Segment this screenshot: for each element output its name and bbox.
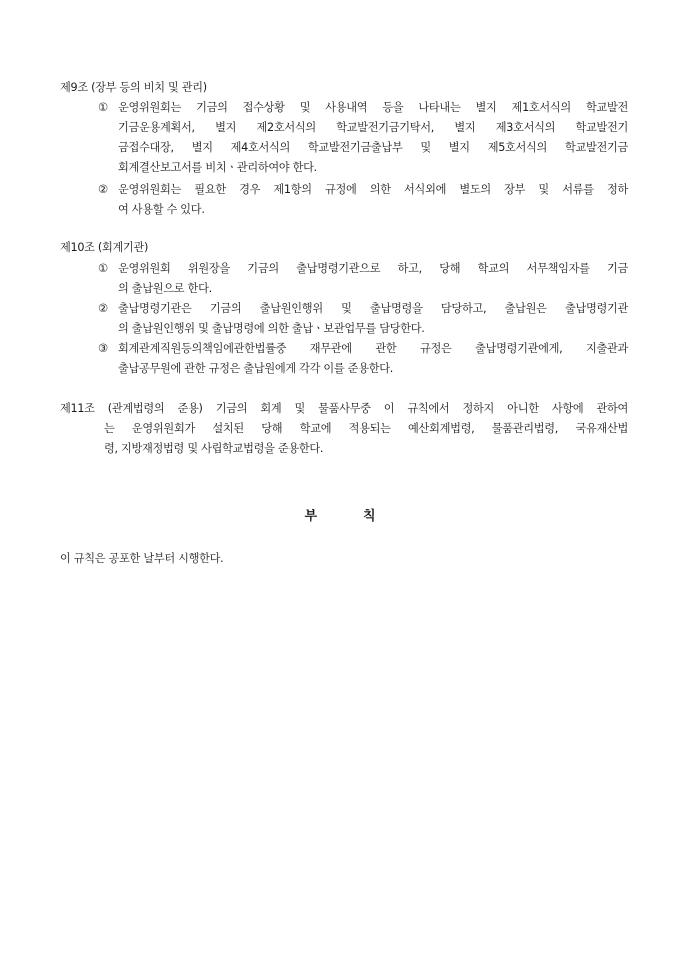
supplementary-title — [0, 505, 680, 524]
text-line: 기금운용계획서, 별지 제2호서식의 학교발전기금기탁서, 별지 제3호서식의 학교발전기 — [118, 121, 628, 134]
supplementary-title-left: 부 — [304, 509, 317, 524]
article-10-title: 제10조 (회계기관) — [60, 241, 149, 254]
article-9-item-2 — [98, 180, 628, 220]
article-10-item-1 — [98, 259, 628, 299]
text-line: 출납공무원에 관한 규정은 출납원에게 각각 이를 준용한다. — [118, 362, 393, 375]
article-10-item-3 — [98, 339, 628, 379]
article-11 — [60, 399, 628, 459]
text-line: 운영위원회 위원장을 기금의 출납명령기관으로 하고, 당해 학교의 서무책임자를 기금 — [118, 262, 628, 275]
text-line: 회계관계직원등의책임에관한법률중 재무관에 관한 규정은 출납명령기관에게, 지출관과 — [118, 342, 628, 355]
item-number: ① — [98, 101, 108, 114]
supplementary-text: 이 규칙은 공포한 날부터 시행한다. — [60, 552, 224, 565]
text-line: 운영위원회는 필요한 경우 제1항의 규정에 의한 서식외에 별도의 장부 및 서류를 정하 — [118, 183, 628, 196]
item-number: ③ — [98, 342, 108, 355]
article-9-item-1 — [98, 98, 628, 178]
article-9-title: 제9조 (장부 등의 비치 및 관리) — [60, 81, 207, 94]
text-line: 의 출납원으로 한다. — [118, 282, 212, 295]
article-10-item-2 — [98, 299, 628, 339]
text-line: 는 운영위원회가 설치된 당해 학교에 적용되는 예산회계법령, 물품관리법령, 국유재산법 — [104, 422, 628, 435]
text-line: 령, 지방재정법령 및 사립학교법령을 준용한다. — [104, 442, 324, 455]
text-line: 운영위원회는 기금의 접수상황 및 사용내역 등을 나타내는 별지 제1호서식의 학교발전 — [118, 101, 628, 114]
item-number: ① — [98, 262, 108, 275]
text-line: 출납명령기관은 기금의 출납원인행위 및 출납명령을 담당하고, 출납원은 출납명령기관 — [118, 302, 628, 315]
text-line: 여 사용할 수 있다. — [118, 203, 205, 216]
text-line: 회계결산보고서를 비치ㆍ관리하여야 한다. — [118, 161, 317, 174]
item-number: ② — [98, 183, 108, 196]
item-number: ② — [98, 302, 108, 315]
text-line: 의 출납원인행위 및 출납명령에 의한 출납ㆍ보관업무를 담당한다. — [118, 322, 425, 335]
supplementary-title-right: 칙 — [363, 509, 376, 524]
text-line: 금접수대장, 별지 제4호서식의 학교발전기금출납부 및 별지 제5호서식의 학교발전기금 — [118, 141, 628, 154]
text-line: 제11조 (관계법령의 준용) 기금의 회계 및 물품사무중 이 규칙에서 정하지 아니한 사항에 관하여 — [60, 402, 628, 415]
